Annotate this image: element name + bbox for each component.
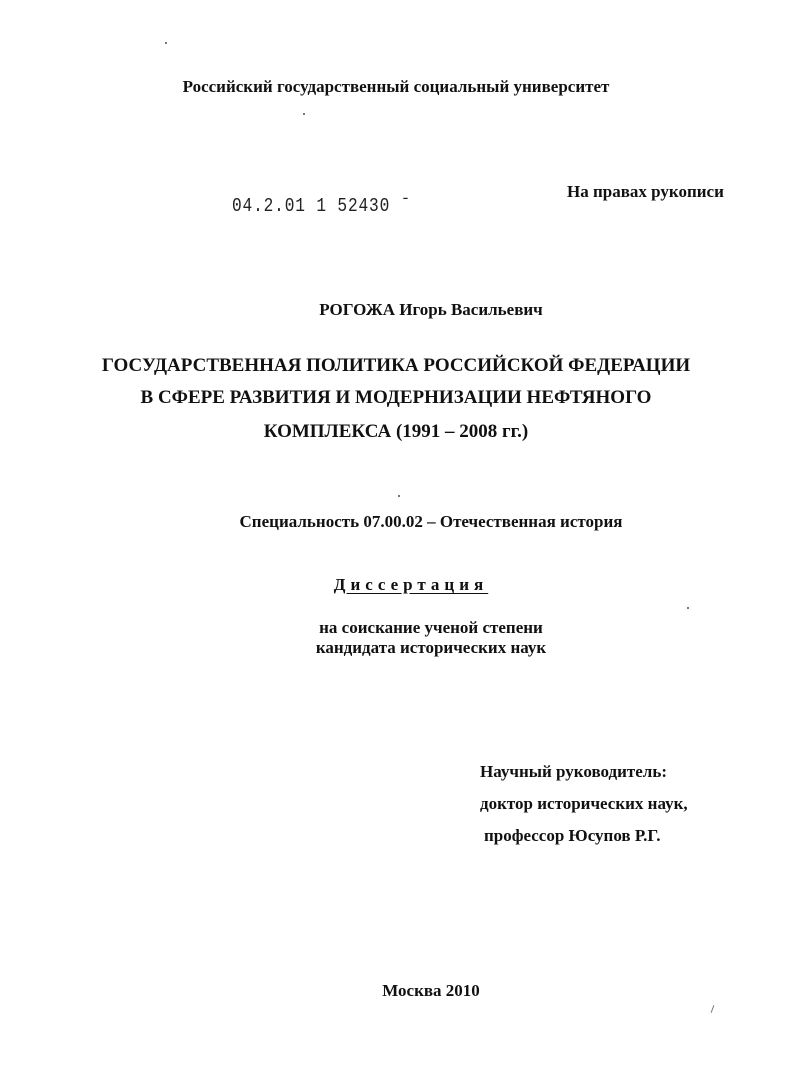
advisor-name: профессор Юсупов Р.Г.	[484, 826, 661, 845]
degree-line-1: на соискание ученой степени	[319, 618, 543, 637]
archive-stamp-number: 04.2.01 1 52430 ˉ	[232, 195, 412, 217]
scan-speck	[687, 607, 689, 609]
advisor-degree: доктор исторических наук,	[480, 794, 688, 813]
manuscript-note: На правах рукописи	[567, 182, 724, 201]
university-name: Российский государственный социальный университет	[182, 77, 610, 96]
thesis-title-line-1: ГОСУДАРСТВЕННАЯ ПОЛИТИКА РОССИЙСКОЙ ФЕДЕРАЦИИ	[101, 355, 691, 376]
author-name: РОГОЖА Игорь Васильевич	[319, 300, 543, 319]
document-type: Диссертация	[333, 575, 489, 594]
scan-speck	[303, 113, 305, 115]
thesis-title-line-2: В СФЕРЕ РАЗВИТИЯ И МОДЕРНИЗАЦИИ НЕФТЯНОГО	[140, 387, 652, 408]
specialty: Специальность 07.00.02 – Отечественная история	[239, 512, 623, 531]
scan-speck	[398, 495, 400, 497]
scan-speck	[711, 1005, 715, 1013]
degree-line-2: кандидата исторических наук	[315, 638, 547, 657]
advisor-label: Научный руководитель:	[480, 762, 667, 781]
thesis-title-line-3: КОМПЛЕКСА (1991 – 2008 гг.)	[263, 421, 529, 442]
scan-speck	[165, 42, 167, 44]
city-year: Москва 2010	[382, 981, 480, 1000]
